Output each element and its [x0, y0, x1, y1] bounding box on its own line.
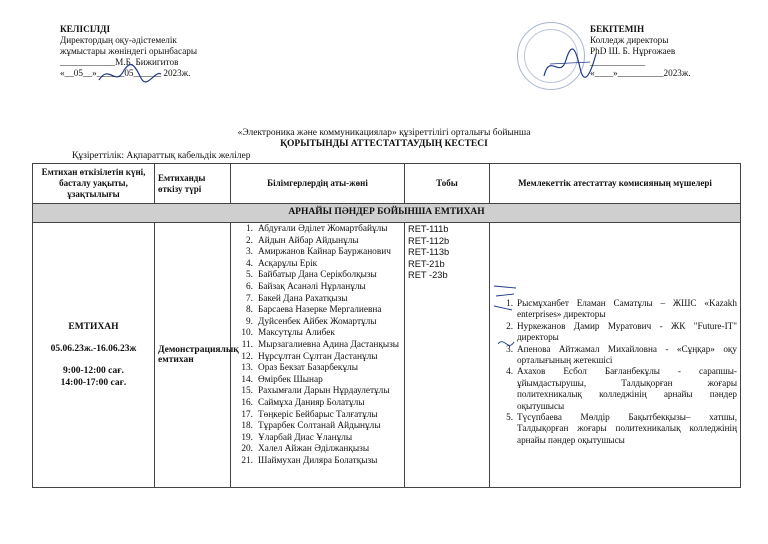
student-item-text: Барсаева Назерке Мергалиевна [258, 305, 382, 316]
exam-time-2: 14:00-17:00 сағ. [60, 378, 127, 388]
student-item-text: Амиржанов Кайнар Бауржанович [258, 247, 391, 258]
student-item [234, 259, 401, 271]
list-number: 15. [241, 386, 253, 397]
student-item-text: Дуйсенбек Айбек Жомартұлы [258, 316, 377, 327]
approval-right-line4: «____»__________2023ж. [590, 68, 691, 78]
student-item-text: Рахымғали Дарын Нұрдаулетұлы [258, 386, 390, 397]
section-row [33, 204, 741, 223]
qualification-line: Құзіреттілік: Ақпараттық кабельдік желілер [72, 151, 251, 161]
student-item-text: Асқарұлы Ерік [258, 258, 318, 269]
header-students: Білімгерлердің аты-жөні [231, 164, 405, 204]
section-title: АРНАЙЫ ПӘНДЕР БОЙЫНША ЕМТИХАН [33, 204, 741, 223]
signature-left-icon [95, 60, 165, 88]
list-number: 10. [241, 328, 253, 339]
student-item [234, 421, 401, 433]
list-number: 8. [246, 305, 253, 316]
student-item [234, 410, 401, 422]
commission-list [493, 224, 737, 446]
student-item [234, 294, 401, 306]
list-number: 21. [241, 455, 253, 466]
group-item: RET -23b [408, 270, 448, 281]
groups-cell [405, 223, 490, 488]
commission-item [493, 298, 737, 321]
list-number: 2. [246, 235, 253, 246]
student-item [234, 236, 401, 248]
student-item [234, 456, 401, 468]
group-item: RET-113b [408, 247, 450, 258]
student-item [234, 363, 401, 375]
approval-left-line4: «__05__»______05______ 2023ж. [60, 68, 191, 78]
student-item-text: Шаймухан Диляра Болатқызы [258, 455, 378, 466]
student-item-text: Халел Айжан Әділжанқызы [258, 444, 370, 455]
list-number: 5. [246, 270, 253, 281]
approval-right-line3: ____________ [590, 57, 646, 67]
student-item [234, 270, 401, 282]
student-item [234, 224, 401, 236]
exam-cell [33, 223, 155, 488]
approval-right-block [590, 24, 750, 79]
group-item: RET-21b [408, 258, 445, 269]
approval-left-line2: жұмыстары жөніндегі орынбасары [60, 46, 198, 56]
exam-type-cell: Демонстрациялық емтихан [155, 223, 231, 488]
list-number: 16. [241, 397, 253, 408]
commission-cell [490, 223, 741, 488]
list-number: 11. [241, 339, 253, 350]
list-number: 2. [506, 320, 513, 331]
list-number: 12. [241, 351, 253, 362]
commission-item [493, 344, 737, 367]
student-item-text: Өмірбек Шынар [258, 374, 323, 385]
student-item-text: Максутұлы Алибек [258, 328, 335, 339]
approval-right-line1: Колледж директоры [590, 35, 669, 45]
student-item-text: Саймұха Данияр Болатұлы [258, 397, 365, 408]
student-item-text: Тұрарбек Солтанай Айдынұлы [258, 421, 381, 432]
commission-item-text: Апенова Айтжамал Михайловна - «Сұңқар» оқу орталығының жетекшісі [517, 343, 737, 366]
commission-item-text: Рысмұханбет Еламан Саматұлы – ЖШС «Kazakh enterprises» директоры [517, 298, 737, 320]
approval-right-line2: PhD Ш. Б. Нұрғожаев [590, 46, 676, 56]
student-item [234, 340, 401, 352]
list-number: 18. [241, 421, 253, 432]
commission-item-text: Түсүпбаева Мөлдір Бақытбекқызы– хатшы, Талдықорған жоғары политехникалық колледжінің арнайы пәндер оқытушысы [517, 412, 737, 445]
header-group: Тобы [405, 164, 490, 204]
student-item-text: Айдын Айбар Айдынұлы [258, 235, 359, 246]
commission-item-text: Ахахов Есбол Бағланбекұлы - сарапшы-ұйымдастырушы, Талдықорған жоғары политехникалық колледжінің арнайы пәндер оқытушысы [517, 366, 737, 411]
approval-left-title: КЕЛІСІЛДІ [60, 24, 111, 34]
student-item-text: Нұрсұлтан Сұлтан Дастанұлы [258, 351, 378, 362]
commission-signatures-icon [490, 282, 520, 372]
student-item [234, 398, 401, 410]
approval-left-line3: ____________М.Б. Бижигитов [60, 57, 179, 67]
commission-item [493, 366, 737, 412]
student-item [234, 247, 401, 259]
list-number: 13. [241, 363, 253, 374]
list-number: 19. [241, 432, 253, 443]
student-item-text: Байзақ Асанәлі Нұрланұлы [258, 281, 366, 292]
student-item [234, 444, 401, 456]
header-date: Емтихан өткізілетін күні, басталу уақыты, ұзақтылығы [33, 164, 155, 204]
exam-time-1: 9:00-12:00 сағ. [63, 366, 124, 376]
student-item [234, 282, 401, 294]
list-number: 20. [241, 444, 253, 455]
table-header-row [33, 164, 741, 204]
groups-list [408, 224, 486, 282]
exam-label: ЕМТИХАН [68, 322, 119, 332]
list-number: 5. [506, 412, 513, 423]
list-number: 14. [241, 374, 253, 385]
header-commission: Мемлекеттік атестаттау комисияның мүшелері [490, 164, 741, 204]
list-number: 9. [246, 316, 253, 327]
commission-item [493, 321, 737, 344]
commission-item [493, 412, 737, 446]
header-type: Емтиханды өткізу түрі [155, 164, 231, 204]
student-item [234, 375, 401, 387]
list-number: 1. [246, 224, 253, 234]
student-item [234, 305, 401, 317]
approval-right-title: БЕКІТЕМІН [590, 24, 645, 34]
group-item: RET-111b [408, 224, 449, 234]
student-item-text: Төңкеріс Бейбарыс Талғатұлы [258, 409, 378, 420]
student-item-text: Байбатыр Дана Серікболқызы [258, 270, 377, 281]
students-list [234, 224, 401, 467]
commission-item-text: Нуркежанов Дамир Муратович - ЖК "Future-IT" директоры [517, 320, 737, 343]
students-cell [231, 223, 405, 488]
student-item-text: Бакей Дана Рахатқызы [258, 293, 348, 304]
student-item-text: Ораз Бекзат Базарбекұлы [258, 363, 358, 374]
list-number: 6. [246, 281, 253, 292]
list-number: 3. [506, 343, 513, 354]
group-item: RET-112b [408, 235, 450, 246]
student-item [234, 433, 401, 445]
list-number: 4. [246, 258, 253, 269]
list-number: 1. [506, 298, 513, 308]
schedule-table [32, 163, 741, 488]
student-item [234, 317, 401, 329]
list-number: 7. [246, 293, 253, 304]
document-title: ҚОРЫТЫНДЫ АТТЕСТАТТАУДЫҢ КЕСТЕСІ [280, 139, 488, 149]
table-row [33, 223, 741, 488]
student-item-text: Ұларбай Диас Ұланұлы [258, 432, 353, 443]
exam-dates: 05.06.23ж.-16.06.23ж [50, 344, 137, 354]
student-item-text: Мырзагалиевна Адина Дастанқызы [258, 339, 400, 350]
student-item [234, 352, 401, 364]
document-subtitle: «Электроника және коммуникациялар» құзіреттілігі орталығы бойынша [237, 128, 531, 138]
list-number: 3. [246, 247, 253, 258]
student-item [234, 328, 401, 340]
student-item [234, 386, 401, 398]
list-number: 4. [506, 366, 513, 377]
approval-left-line1: Директордың оқу-әдістемелік [60, 35, 177, 45]
student-item-text: Абдуғали Әділет Жомартбайұлы [258, 224, 388, 234]
list-number: 17. [241, 409, 253, 420]
